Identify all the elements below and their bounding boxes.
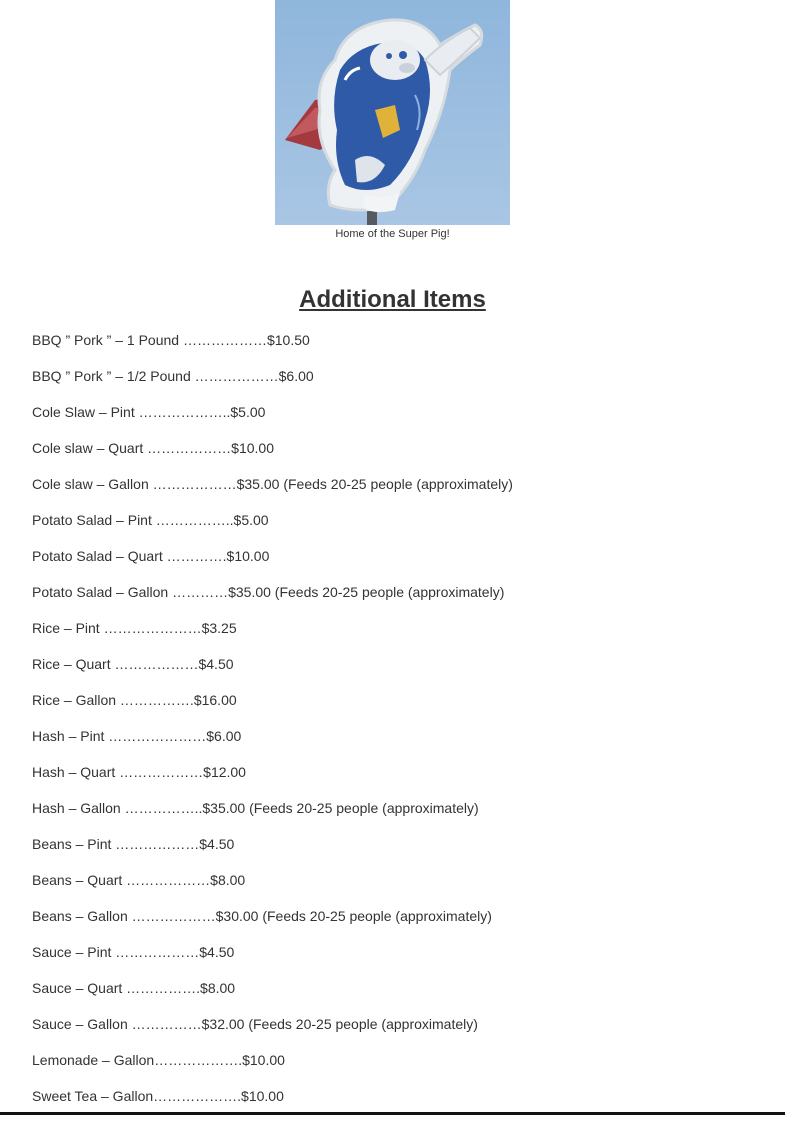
list-item: Rice – Quart ………………$4.50 [32,656,234,672]
hero-caption: Home of the Super Pig! [335,228,450,240]
list-item: Cole slaw – Quart ………………$10.00 [32,440,274,456]
list-item: Beans – Gallon ………………$30.00 (Feeds 20-25 people (approximately) [32,908,492,924]
list-item: Sauce – Quart …………….$8.00 [32,980,236,996]
list-item: Rice – Pint …………………$3.25 [32,620,237,636]
list-item: Potato Salad – Pint ……………..$5.00 [32,512,269,528]
hero-image [275,0,510,225]
list-item: Cole slaw – Gallon ………………$35.00 (Feeds 20-25 people (approximately) [32,476,513,492]
list-item: Hash – Quart ………………$12.00 [32,764,246,780]
list-item: Hash – Pint …………………$6.00 [32,728,242,744]
list-item: Potato Salad – Gallon …………$35.00 (Feeds 20-25 people (approximately) [32,584,505,600]
list-item: Beans – Quart ………………$8.00 [32,872,246,888]
page-heading: Additional Items [299,286,486,313]
list-item: Cole Slaw – Pint ………………..$5.00 [32,404,266,420]
list-item: Hash – Gallon ……………..$35.00 (Feeds 20-25 people (approximately) [32,800,479,816]
list-item: Potato Salad – Quart ………….$10.00 [32,548,270,564]
list-item: Rice – Gallon …………….$16.00 [32,692,237,708]
list-item: Lemonade – Gallon……………….$10.00 [32,1052,285,1068]
list-item: Beans – Pint ………………$4.50 [32,836,235,852]
list-item: Sauce – Pint ………………$4.50 [32,944,235,960]
list-item: Sweet Tea – Gallon……………….$10.00 [32,1088,284,1104]
list-item: BBQ ” Pork ” – 1/2 Pound ………………$6.00 [32,368,314,384]
additional-items-list [32,330,513,1122]
list-item: Sauce – Gallon ……………$32.00 (Feeds 20-25 people (approximately) [32,1016,478,1032]
super-pig-sign-image [275,0,510,225]
list-item: BBQ ” Pork ” – 1 Pound ………………$10.50 [32,332,310,348]
